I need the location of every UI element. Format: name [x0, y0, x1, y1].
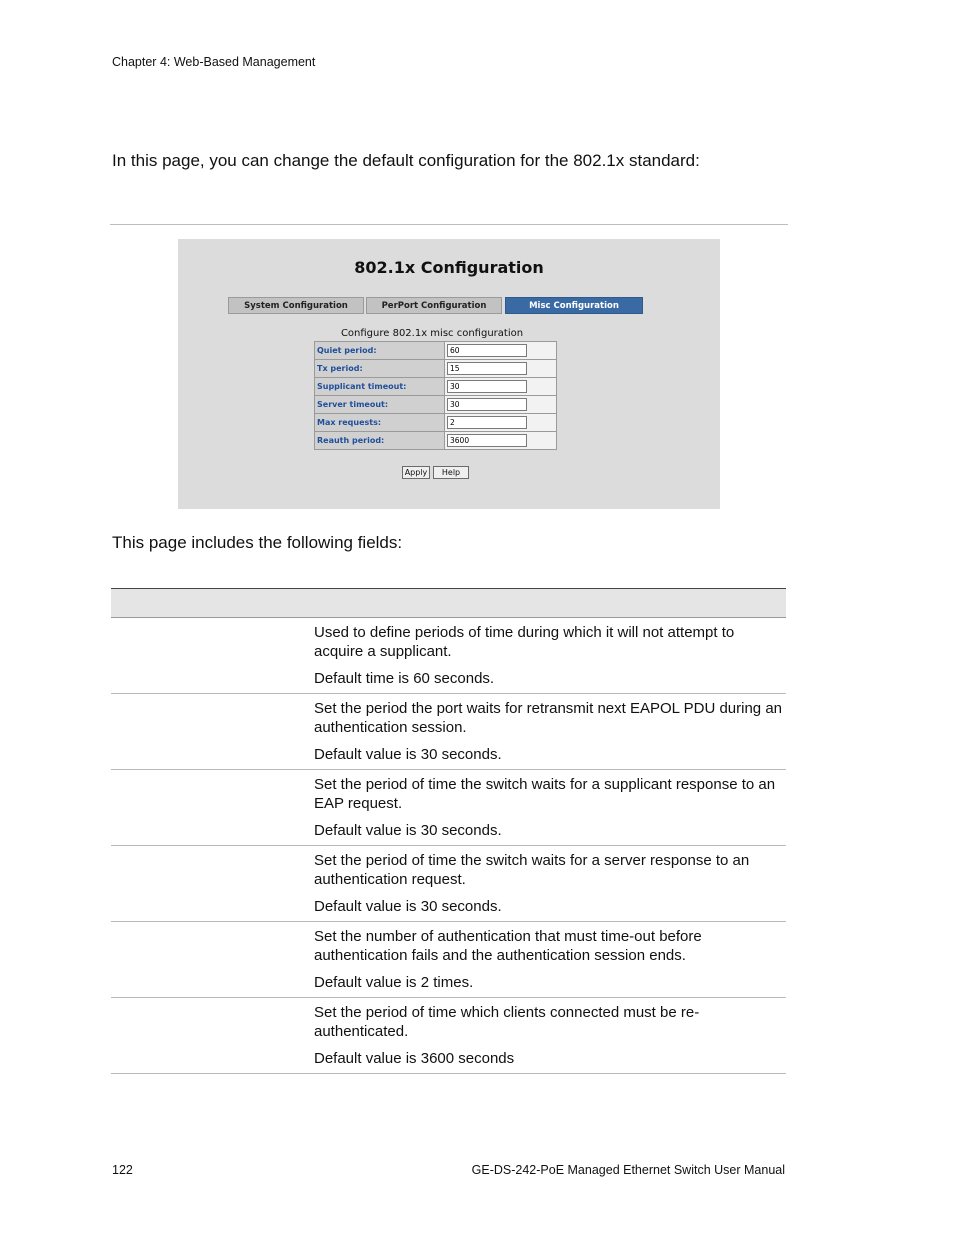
- server-timeout-input[interactable]: [447, 398, 527, 411]
- max-requests-label: Max requests:: [315, 414, 445, 432]
- tab-perport-configuration[interactable]: PerPort Configuration: [366, 297, 502, 314]
- field-row-reauth-period: [111, 998, 786, 1074]
- intro-paragraph: In this page, you can change the default configuration for the 802.1x standard:: [112, 151, 700, 170]
- field-row-quiet-period: [111, 618, 786, 694]
- fields-intro-paragraph: This page includes the following fields:: [112, 533, 403, 552]
- tab-misc-configuration[interactable]: Misc Configuration: [505, 297, 643, 314]
- field-default: Default value is 2 times.: [314, 974, 474, 991]
- field-description: Set the period the port waits for retransmit next EAPOL PDU during an authentication session.: [314, 700, 783, 736]
- form-caption: Configure 802.1x misc configuration: [340, 328, 524, 339]
- field-description: Set the period of time the switch waits for a server response to an authentication request.: [314, 852, 750, 888]
- reauth-period-input[interactable]: [447, 434, 527, 447]
- config-row-max-requests: [315, 414, 557, 432]
- field-default: Default value is 30 seconds.: [314, 746, 502, 763]
- fields-table: [111, 588, 786, 1074]
- quiet-period-label: Quiet period:: [315, 342, 445, 360]
- apply-button[interactable]: Apply: [402, 466, 430, 479]
- quiet-period-input[interactable]: [447, 344, 527, 357]
- supplicant-timeout-label: Supplicant timeout:: [315, 378, 445, 396]
- field-default: Default value is 3600 seconds: [314, 1050, 515, 1067]
- field-row-server-timeout: [111, 846, 786, 922]
- reauth-period-label: Reauth period:: [315, 432, 445, 450]
- field-default: Default value is 30 seconds.: [314, 898, 502, 915]
- help-button[interactable]: Help: [433, 466, 469, 479]
- field-description: Set the period of time which clients connected must be re-authenticated.: [314, 1004, 700, 1040]
- config-row-quiet-period: [315, 342, 557, 360]
- field-row-tx-period: [111, 694, 786, 770]
- section-divider: [110, 224, 788, 225]
- manual-title: GE-DS-242-PoE Managed Ethernet Switch User Manual: [471, 1163, 785, 1177]
- field-default: Default time is 60 seconds.: [314, 670, 495, 687]
- tx-period-input[interactable]: [447, 362, 527, 375]
- field-default: Default value is 30 seconds.: [314, 822, 502, 839]
- fields-table-header: [111, 588, 786, 618]
- config-row-server-timeout: [315, 396, 557, 414]
- config-row-supplicant-timeout: [315, 378, 557, 396]
- field-row-max-requests: [111, 922, 786, 998]
- screenshot-title: 802.1x Configuration: [354, 258, 544, 277]
- tab-system-configuration[interactable]: System Configuration: [228, 297, 364, 314]
- max-requests-input[interactable]: [447, 416, 527, 429]
- field-description: Set the number of authentication that must time-out before authentication fails and the authentication session ends.: [314, 928, 702, 964]
- chapter-header: Chapter 4: Web-Based Management: [112, 55, 316, 69]
- server-timeout-label: Server timeout:: [315, 396, 445, 414]
- config-screenshot: [178, 239, 720, 509]
- config-form-table: [314, 341, 557, 450]
- config-row-tx-period: [315, 360, 557, 378]
- tx-period-label: Tx period:: [315, 360, 445, 378]
- field-row-supplicant-timeout: [111, 770, 786, 846]
- config-row-reauth-period: [315, 432, 557, 450]
- supplicant-timeout-input[interactable]: [447, 380, 527, 393]
- field-description: Used to define periods of time during which it will not attempt to acquire a supplicant.: [314, 624, 735, 660]
- page-number: 122: [112, 1163, 133, 1177]
- field-description: Set the period of time the switch waits for a supplicant response to an EAP request.: [314, 776, 776, 812]
